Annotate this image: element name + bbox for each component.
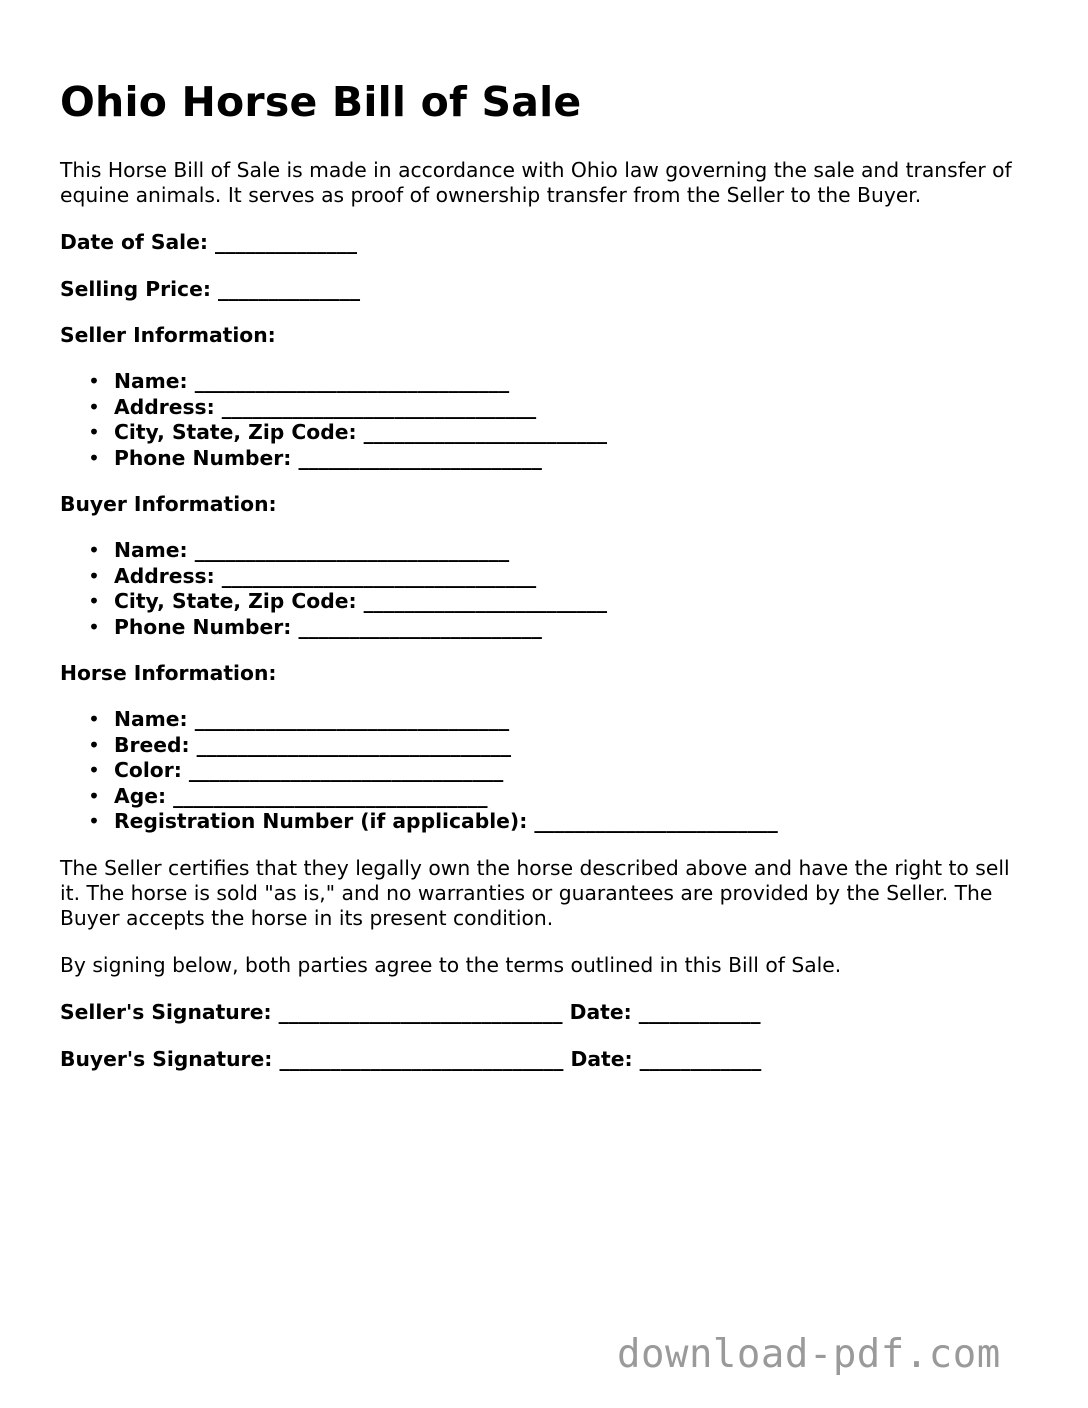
list-item — [60, 784, 1028, 810]
horse-age-field: Age: _______________________________ — [114, 783, 488, 808]
list-item — [60, 733, 1028, 759]
horse-breed-field: Breed: _______________________________ — [114, 732, 512, 757]
bullet: • — [88, 809, 100, 833]
seller-info-heading: Seller Information: — [60, 323, 276, 347]
date-of-sale-field: Date of Sale: ______________ — [60, 230, 357, 254]
bullet: • — [88, 445, 100, 470]
list-item — [60, 369, 1028, 395]
horse-name-field: Name: _______________________________ — [114, 707, 510, 731]
buyer-info-heading: Buyer Information: — [60, 492, 277, 516]
list-item — [60, 564, 1028, 590]
bullet: • — [88, 614, 100, 639]
selling-price-field: Selling Price: ______________ — [60, 277, 360, 301]
bullet: • — [88, 589, 100, 613]
document-title: Ohio Horse Bill of Sale — [60, 78, 582, 126]
seller-info-list — [60, 369, 1028, 471]
bullet: • — [88, 563, 100, 588]
agreement-paragraph: By signing below, both parties agree to the terms outlined in this Bill of Sale. — [60, 952, 842, 977]
buyer-name-field: Name: _______________________________ — [114, 538, 510, 562]
bullet: • — [88, 758, 100, 782]
seller-address-field: Address: _______________________________ — [114, 394, 537, 419]
bullet: • — [88, 538, 100, 562]
horse-color-field: Color: _______________________________ — [114, 758, 504, 782]
certification-paragraph: The Seller certifies that they legally own the horse described above and have the right to sell it. The horse is sold "as is," and no warranties or guarantees are provided by the Seller. The Buyer accepts the horse in its present condition. — [60, 855, 1010, 930]
watermark: download-pdf.com — [617, 1332, 1001, 1377]
list-item — [60, 589, 1028, 615]
list-item — [60, 446, 1028, 472]
bullet: • — [88, 369, 100, 393]
list-item — [60, 420, 1028, 446]
seller-signature-line: Seller's Signature: ____________________________ Date: ____________ — [60, 999, 761, 1024]
seller-phone-field: Phone Number: ________________________ — [114, 445, 542, 470]
list-item — [60, 758, 1028, 784]
seller-name-field: Name: _______________________________ — [114, 369, 510, 393]
document-page — [60, 72, 1028, 1072]
bullet: • — [88, 394, 100, 419]
bullet: • — [88, 732, 100, 757]
horse-info-list — [60, 707, 1028, 835]
horse-registration-field: Registration Number (if applicable): ________________________ — [114, 809, 778, 833]
seller-city-state-zip-field: City, State, Zip Code: ________________________ — [114, 420, 608, 444]
list-item — [60, 538, 1028, 564]
list-item — [60, 615, 1028, 641]
horse-info-heading: Horse Information: — [60, 661, 277, 685]
buyer-address-field: Address: _______________________________ — [114, 563, 537, 588]
list-item — [60, 395, 1028, 421]
buyer-info-list — [60, 538, 1028, 640]
list-item — [60, 707, 1028, 733]
buyer-signature-line: Buyer's Signature: ____________________________ Date: ____________ — [60, 1046, 762, 1071]
intro-paragraph: This Horse Bill of Sale is made in accordance with Ohio law governing the sale and transfer of equine animals. It serves as proof of ownership transfer from the Seller to the Buyer. — [60, 158, 1012, 207]
buyer-phone-field: Phone Number: ________________________ — [114, 614, 542, 639]
bullet: • — [88, 420, 100, 444]
bullet: • — [88, 707, 100, 731]
bullet: • — [88, 783, 100, 808]
buyer-city-state-zip-field: City, State, Zip Code: ________________________ — [114, 589, 608, 613]
list-item — [60, 809, 1028, 835]
